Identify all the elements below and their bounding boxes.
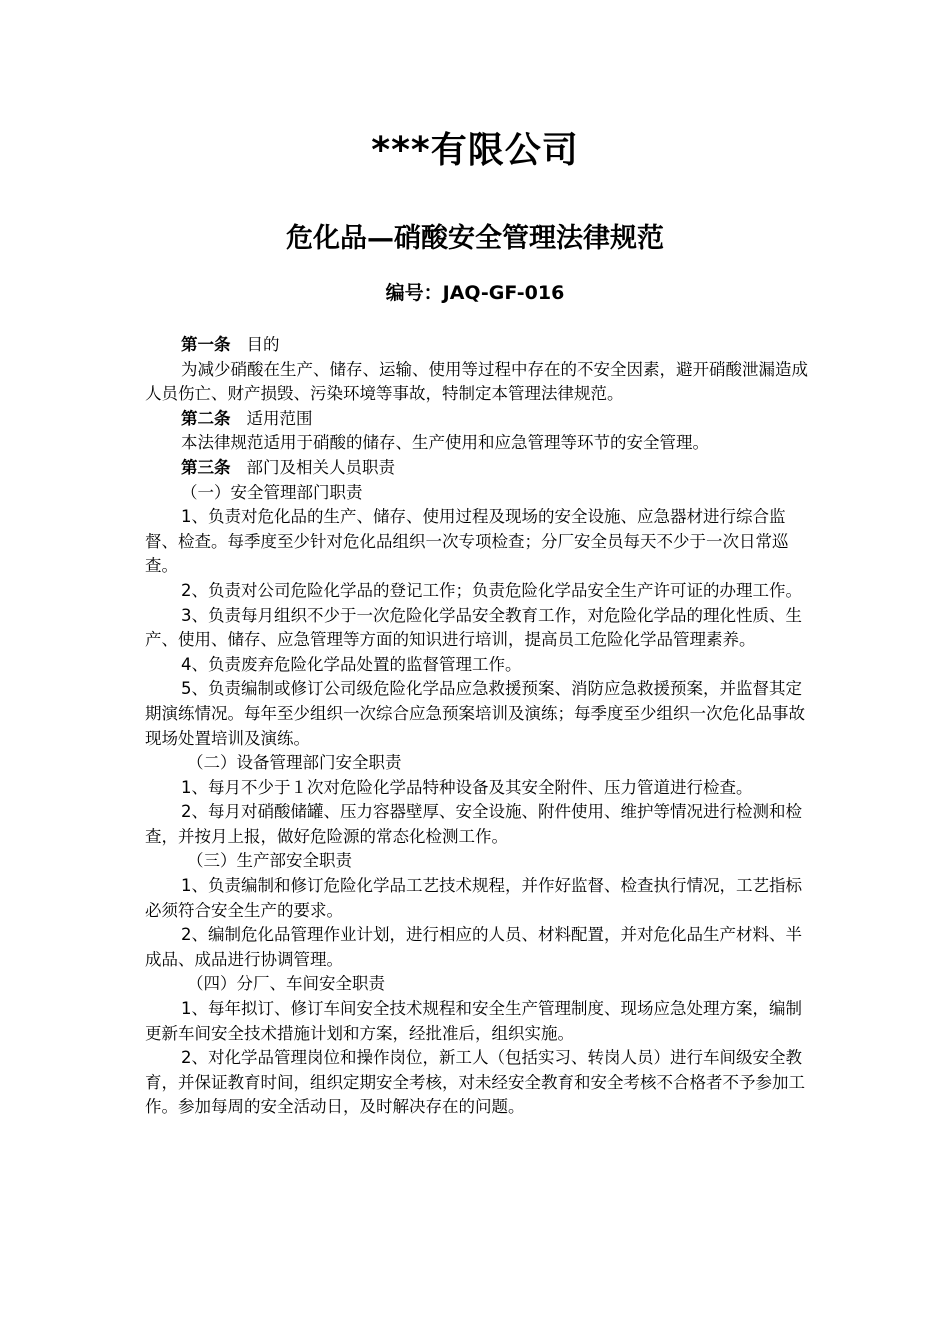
article-heading <box>145 407 815 432</box>
section-heading: （四）分厂、车间安全职责 <box>187 974 385 994</box>
article-heading <box>145 456 815 481</box>
list-item: 3、负责每月组织不少于一次危险化学品安全教育工作，对危险化学品的理化性质、生产、使用、储存、应急管理等方面的知识进行培训，提高员工危险化学品管理素养。 <box>145 605 802 650</box>
list-item: 4、负责废弃危险化学品处置的监督管理工作。 <box>181 654 522 674</box>
list-item: 2、负责对公司危险化学品的登记工作；负责危险化学品安全生产许可证的办理工作。 <box>181 580 802 600</box>
company-name: ***有限公司 <box>371 130 579 171</box>
document-title: 危化品—硝酸安全管理法律规范 <box>286 223 664 254</box>
document-body <box>145 333 815 1120</box>
article-paragraph: 本法律规范适用于硝酸的储存、生产使用和应急管理等环节的安全管理。 <box>181 433 709 453</box>
article-title: 部门及相关人员职责 <box>246 457 395 477</box>
list-item: 5、负责编制或修订公司级危险化学品应急救援预案、消防应急救援预案，并监督其定期演练情况。每年至少组织一次综合应急预案培训及演练；每季度至少组织一次危化品事故现场处置培训及演练。 <box>145 679 805 748</box>
article-label: 第二条 <box>181 408 231 428</box>
section-heading: （一）安全管理部门职责 <box>181 482 363 502</box>
list-item: 2、编制危化品管理作业计划，进行相应的人员、材料配置，并对危化品生产材料、半成品、成品进行协调管理。 <box>145 925 802 969</box>
article-title: 适用范围 <box>246 408 313 428</box>
document-number: 编号：JAQ-GF-016 <box>385 282 565 304</box>
list-item: 2、每月对硝酸储罐、压力容器壁厚、安全设施、附件使用、维护等情况进行检测和检查，并按月上报，做好危险源的常态化检测工作。 <box>145 802 802 846</box>
list-item: 1、每月不少于１次对危险化学品特种设备及其安全附件、压力管道进行检查。 <box>181 777 753 797</box>
list-item: 1、负责对危化品的生产、储存、使用过程及现场的安全设施、应急器材进行综合监督、检查。每季度至少针对危化品组织一次专项检查；分厂安全员每天不少于一次日常巡查。 <box>145 507 789 576</box>
section-heading: （二）设备管理部门安全职责 <box>187 753 402 773</box>
list-item: 1、负责编制和修订危险化学品工艺技术规程，并作好监督、检查执行情况，工艺指标必须符合安全生产的要求。 <box>145 876 802 920</box>
list-item: 1、每年拟订、修订车间安全技术规程和安全生产管理制度、现场应急处理方案，编制更新车间安全技术措施计划和方案，经批准后，组织实施。 <box>145 999 802 1043</box>
article-label: 第一条 <box>181 335 231 354</box>
article-title: 目的 <box>246 335 280 354</box>
section-heading: （三）生产部安全职责 <box>187 851 352 871</box>
article-label: 第三条 <box>181 457 231 477</box>
article-heading <box>145 333 815 358</box>
list-item: 2、对化学品管理岗位和操作岗位，新工人（包括实习、转岗人员）进行车间级安全教育，并保证教育时间，组织定期安全考核，对未经安全教育和安全考核不合格者不予参加工作。参加每周的安全活动日，及时解决存在的问题。 <box>145 1048 805 1117</box>
article-paragraph: 为减少硝酸在生产、储存、运输、使用等过程中存在的不安全因素，避开硝酸泄漏造成人员伤亡、财产损毁、污染环境等事故，特制定本管理法律规范。 <box>145 359 808 404</box>
